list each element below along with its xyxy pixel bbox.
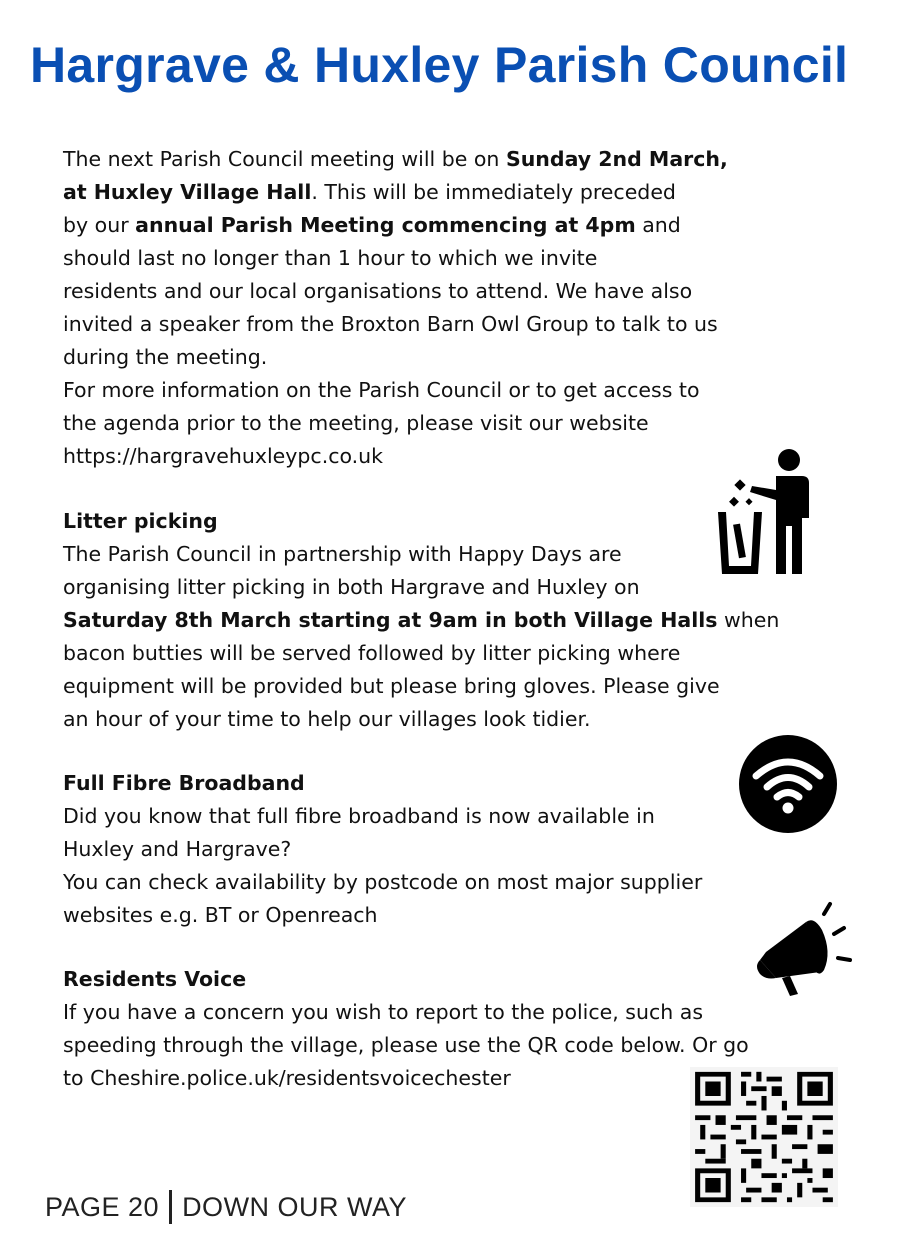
megaphone-icon — [752, 900, 858, 1000]
page-footer — [45, 1188, 407, 1226]
website-link[interactable]: https://hargravehuxleypc.co.uk — [63, 444, 384, 468]
qr-code[interactable] — [690, 1067, 838, 1207]
meeting-notice: The next Parish Council meeting will be on Sunday 2nd March, at Huxley Village Hall. This will be immediately preceded by our annual Parish Meeting commencing at 4pm and should last no longer than 1 hour to which we invite residents and our local organisations to attend. We have also invited a speaker from the Broxton Barn Owl Group to talk to us during the meeting. For more information on the Parish Council or to get access to the agenda prior to the meeting, please visit our website https://hargravehuxleypc.co.uk — [63, 143, 728, 473]
page-title: Hargrave & Huxley Parish Council — [30, 37, 849, 93]
section-heading: Residents Voice — [63, 967, 247, 991]
section-heading: Full Fibre Broadband — [63, 771, 305, 795]
police-link[interactable]: to Cheshire.police.uk/residentsvoicechester — [63, 1066, 511, 1090]
footer-divider — [169, 1190, 172, 1224]
residents-voice-section: Residents Voice If you have a concern you wish to report to the police, such as speeding through the village, please use the QR code below. Or go to Cheshire.police.uk/residentsvoicechester — [63, 963, 749, 1095]
wifi-icon — [738, 734, 838, 834]
section-heading: Litter picking — [63, 509, 218, 533]
litter-bin-icon — [714, 446, 816, 578]
page-number: PAGE 20 — [45, 1192, 160, 1222]
litter-picking-section: Litter picking The Parish Council in partnership with Happy Days are organising litter picking in both Hargrave and Huxley on Saturday 8th March starting at 9am in both Village Halls when bacon butties will be served followed by litter picking where equipment will be provided but please bring gloves. Please give an hour of your time to help our villages look tidier. — [63, 505, 779, 736]
broadband-section: Full Fibre Broadband Did you know that full fibre broadband is now available in Huxley and Hargrave? You can check availability by postcode on most major supplier websites e.g. BT or Openreach — [63, 767, 702, 932]
publication-name: DOWN OUR WAY — [182, 1192, 408, 1222]
